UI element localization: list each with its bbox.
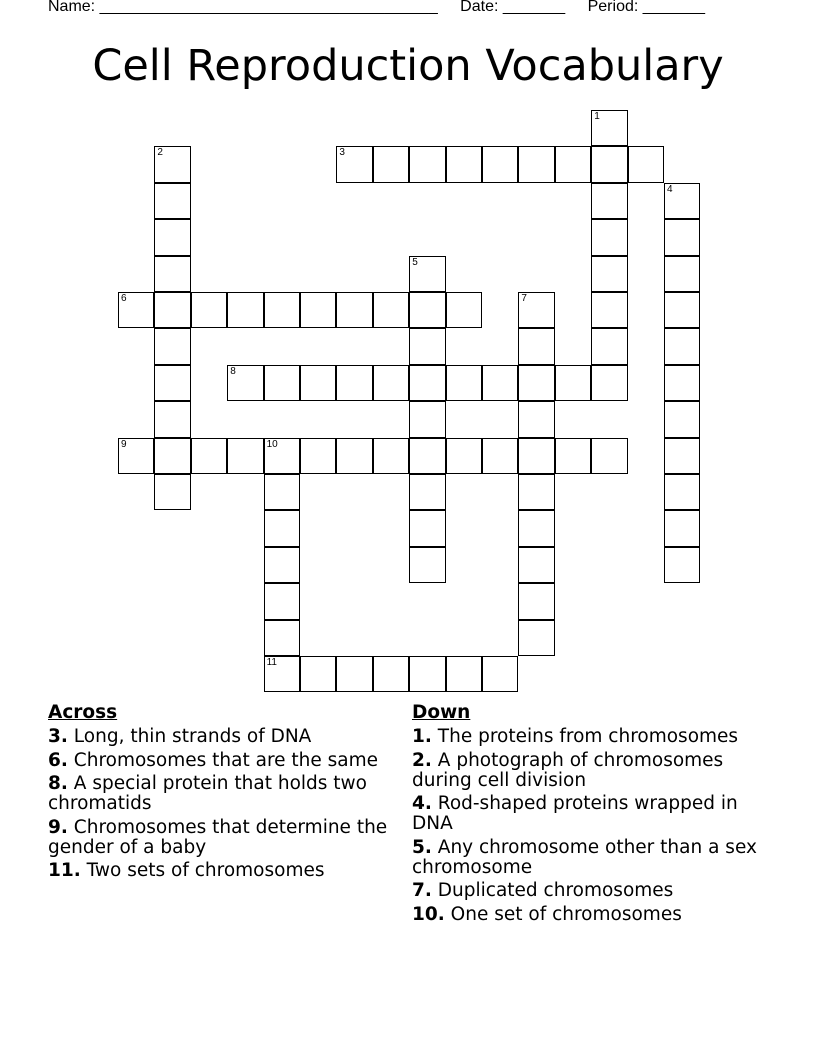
crossword-cell[interactable] (154, 328, 190, 364)
cell-number: 11 (266, 657, 277, 668)
clue-down-1 (412, 727, 782, 747)
crossword-cell[interactable] (591, 110, 627, 146)
crossword-cell[interactable] (336, 365, 372, 401)
crossword-cell[interactable] (446, 146, 482, 182)
crossword-cell[interactable] (118, 438, 154, 474)
crossword-cell[interactable] (409, 146, 445, 182)
clue-down-10 (412, 905, 782, 925)
page-title: Cell Reproduction Vocabulary (92, 41, 724, 91)
crossword-cell[interactable] (264, 620, 300, 656)
crossword-cell[interactable] (518, 146, 554, 182)
crossword-cell[interactable] (154, 256, 190, 292)
crossword-cell[interactable] (591, 183, 627, 219)
clue-number: 9. (48, 816, 68, 838)
clue-text: Rod-shaped proteins wrapped in DNA (412, 793, 738, 834)
crossword-cell[interactable] (300, 292, 336, 328)
clue-across-11 (48, 861, 393, 881)
crossword-cell[interactable] (336, 292, 372, 328)
clue-number: 2. (412, 749, 432, 771)
clue-across-3 (48, 727, 393, 747)
crossword-cell[interactable] (154, 474, 190, 510)
crossword-cell[interactable] (482, 146, 518, 182)
crossword-cell[interactable] (264, 474, 300, 510)
cell-number: 10 (266, 438, 278, 450)
crossword-cell[interactable] (482, 438, 518, 474)
clue-text: Two sets of chromosomes (86, 860, 325, 881)
clue-text: Chromosomes that determine the gender of a baby (48, 816, 388, 858)
clue-text: Any chromosome other than a sex chromosome (412, 836, 757, 878)
clue-text: One set of chromosomes (450, 903, 682, 925)
crossword-cell[interactable] (518, 292, 554, 328)
crossword-cell[interactable] (154, 365, 190, 401)
crossword-cell[interactable] (264, 547, 300, 583)
clue-across-8 (48, 774, 393, 814)
down-clues (412, 703, 782, 928)
clue-text: The proteins from chromosomes (437, 726, 739, 747)
crossword-cell[interactable] (227, 438, 263, 474)
crossword-cell[interactable] (591, 365, 627, 401)
name-field-label[interactable]: Name: ______________________________________ (48, 0, 438, 15)
crossword-cell[interactable] (264, 656, 300, 692)
cell-number: 6 (121, 293, 127, 304)
cell-number: 3 (339, 147, 345, 159)
crossword-cell[interactable] (264, 438, 300, 474)
down-heading: Down (412, 702, 471, 723)
crossword-cell[interactable] (373, 438, 409, 474)
date-field-label[interactable]: Date: _______ (460, 0, 566, 15)
crossword-cell[interactable] (664, 219, 700, 255)
clue-across-6 (48, 751, 393, 771)
cell-number: 7 (521, 293, 527, 304)
crossword-cell[interactable] (409, 438, 445, 474)
crossword-cell[interactable] (154, 438, 190, 474)
across-clues (48, 703, 393, 885)
crossword-cell[interactable] (555, 365, 591, 401)
crossword-cell[interactable] (555, 146, 591, 182)
crossword-cell[interactable] (409, 292, 445, 328)
crossword-cell[interactable] (300, 656, 336, 692)
crossword-cell[interactable] (518, 620, 554, 656)
crossword-cell[interactable] (154, 292, 190, 328)
crossword-cell[interactable] (336, 656, 372, 692)
crossword-cell[interactable] (373, 365, 409, 401)
crossword-cell[interactable] (154, 183, 190, 219)
crossword-cell[interactable] (518, 510, 554, 546)
clue-number: 1. (412, 726, 432, 747)
cell-number: 9 (121, 438, 127, 450)
cell-number: 1 (594, 111, 600, 122)
clue-down-7 (412, 881, 782, 901)
crossword-cell[interactable] (409, 365, 445, 401)
crossword-cell[interactable] (300, 365, 336, 401)
clue-number: 11. (48, 860, 81, 881)
crossword-cell[interactable] (591, 146, 627, 182)
crossword-cell[interactable] (264, 365, 300, 401)
clue-text: Chromosomes that are the same (73, 749, 379, 771)
crossword-cell[interactable] (300, 438, 336, 474)
crossword-cell[interactable] (409, 474, 445, 510)
crossword-cell[interactable] (591, 219, 627, 255)
crossword-cell[interactable] (409, 510, 445, 546)
crossword-cell[interactable] (664, 256, 700, 292)
clue-down-4 (412, 794, 782, 834)
crossword-cell[interactable] (336, 146, 372, 182)
crossword-cell[interactable] (664, 547, 700, 583)
crossword-cell[interactable] (518, 583, 554, 619)
crossword-cell[interactable] (664, 365, 700, 401)
crossword-cell[interactable] (227, 365, 263, 401)
cell-number: 5 (412, 256, 418, 268)
clue-text: Duplicated chromosomes (437, 880, 674, 901)
crossword-cell[interactable] (154, 146, 190, 182)
crossword-cell[interactable] (518, 328, 554, 364)
crossword-cell[interactable] (191, 438, 227, 474)
crossword-cell[interactable] (446, 365, 482, 401)
clue-number: 5. (412, 836, 432, 858)
crossword-cell[interactable] (264, 292, 300, 328)
crossword-cell[interactable] (154, 219, 190, 255)
cell-number: 2 (157, 147, 163, 159)
crossword-cell[interactable] (591, 328, 627, 364)
crossword-cell[interactable] (154, 401, 190, 437)
crossword-cell[interactable] (518, 547, 554, 583)
clue-number: 6. (48, 749, 68, 771)
crossword-cell[interactable] (373, 146, 409, 182)
crossword-cell[interactable] (191, 292, 227, 328)
clue-across-9 (48, 818, 393, 858)
crossword-cell[interactable] (518, 365, 554, 401)
clue-number: 8. (48, 773, 68, 794)
clue-number: 4. (412, 793, 432, 814)
crossword-cell[interactable] (591, 438, 627, 474)
crossword-cell[interactable] (664, 328, 700, 364)
clue-down-5 (412, 838, 782, 878)
clue-down-2 (412, 751, 782, 791)
period-field-label[interactable]: Period: _______ (587, 0, 706, 15)
clue-number: 10. (412, 903, 445, 925)
crossword-cell[interactable] (227, 292, 263, 328)
crossword-cell[interactable] (446, 438, 482, 474)
crossword-cell[interactable] (446, 656, 482, 692)
crossword-cell[interactable] (409, 656, 445, 692)
crossword-cell[interactable] (518, 474, 554, 510)
crossword-cell[interactable] (482, 656, 518, 692)
clue-number: 7. (412, 880, 432, 901)
clue-number: 3. (48, 726, 68, 747)
crossword-cell[interactable] (518, 401, 554, 437)
crossword-cell[interactable] (591, 256, 627, 292)
crossword-cell[interactable] (409, 328, 445, 364)
crossword-cell[interactable] (555, 438, 591, 474)
crossword-cell[interactable] (264, 510, 300, 546)
crossword-cell[interactable] (409, 401, 445, 437)
crossword-cell[interactable] (664, 510, 700, 546)
crossword-cell[interactable] (373, 292, 409, 328)
crossword-cell[interactable] (409, 547, 445, 583)
crossword-cell[interactable] (664, 183, 700, 219)
clue-text: A special protein that holds two chromatids (48, 773, 368, 814)
crossword-cell[interactable] (518, 438, 554, 474)
crossword-cell[interactable] (664, 401, 700, 437)
crossword-cell[interactable] (446, 292, 482, 328)
crossword-cell[interactable] (373, 656, 409, 692)
crossword-cell[interactable] (664, 438, 700, 474)
crossword-cell[interactable] (664, 292, 700, 328)
crossword-cell[interactable] (336, 438, 372, 474)
clue-text: Long, thin strands of DNA (73, 726, 312, 747)
crossword-cell[interactable] (118, 292, 154, 328)
crossword-cell[interactable] (409, 256, 445, 292)
crossword-cell[interactable] (628, 146, 664, 182)
crossword-cell[interactable] (264, 583, 300, 619)
cell-number: 8 (230, 365, 236, 377)
clue-text: A photograph of chromosomes during cell division (412, 749, 724, 791)
crossword-cell[interactable] (482, 365, 518, 401)
cell-number: 4 (667, 183, 673, 195)
across-heading: Across (48, 702, 118, 723)
crossword-cell[interactable] (591, 292, 627, 328)
crossword-cell[interactable] (664, 474, 700, 510)
